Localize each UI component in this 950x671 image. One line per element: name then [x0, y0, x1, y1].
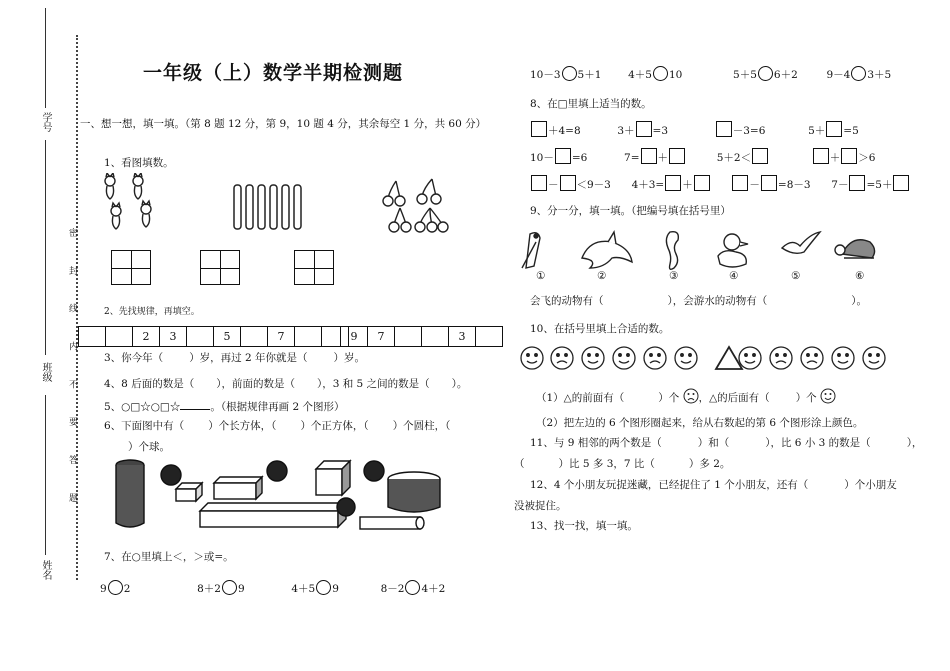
- smiley-icon: [739, 347, 761, 369]
- smiley-icon: [863, 347, 885, 369]
- answer-box[interactable]: [669, 148, 685, 164]
- answer-box[interactable]: [665, 175, 681, 191]
- cherry-picture: [382, 176, 452, 236]
- sequence-cell: 2: [133, 326, 160, 347]
- question-5: 5、○□☆○□☆ 。（根据规律再画 2 个图形）: [104, 401, 345, 413]
- smiley-icon: [820, 388, 836, 404]
- compare-circle[interactable]: [222, 580, 237, 595]
- binding-line: [45, 395, 46, 555]
- duck-icon: [718, 234, 748, 267]
- answer-box[interactable]: [636, 121, 652, 137]
- page-title: 一年级（上）数学半期检测题: [143, 62, 404, 84]
- question-2: 2、先找规律，再填空。: [104, 307, 200, 317]
- compare-circle[interactable]: [758, 66, 773, 81]
- answer-blank[interactable]: [180, 409, 210, 410]
- class-label: 班级: [40, 362, 51, 382]
- smiley-icon: [613, 347, 635, 369]
- sequence-cell[interactable]: [395, 326, 422, 347]
- animal-number: ④: [729, 270, 739, 282]
- question-7: 7、在○里填上＜，＞或=。: [104, 551, 234, 563]
- smiley-icon: [521, 347, 543, 369]
- question-10-1: （1）△的前面有（ ）个 ，△的后面有（ ）个: [536, 388, 836, 405]
- turtle-icon: [835, 240, 875, 258]
- sad-face-icon: [551, 347, 573, 369]
- answer-box[interactable]: [761, 175, 777, 191]
- smiley-icon: [675, 347, 697, 369]
- animal-number: ⑤: [791, 270, 801, 282]
- question-10-2: （2）把左边的 6 个图形圈起来，给从右数起的第 6 个图形涂上颜色。: [536, 417, 864, 429]
- answer-box[interactable]: [732, 175, 748, 191]
- smiley-icon: [832, 347, 854, 369]
- question-8: 8、在□里填上适当的数。: [530, 98, 652, 110]
- cat-picture: [100, 173, 170, 235]
- solids-picture: [110, 455, 445, 535]
- compare-row: 10－3 5＋1 4＋5 10 5＋5 6＋2 9－4 3＋5: [530, 66, 891, 82]
- answer-box[interactable]: [555, 148, 571, 164]
- answer-box[interactable]: [841, 148, 857, 164]
- fill-box-row: － ＜9－3 4＋3= ＋ － =8－3 7－ =5＋: [530, 175, 910, 192]
- student-id-label: 学号: [40, 112, 51, 132]
- question-11-cont: （ ）比 5 多 3，7 比（ ）多 2。: [514, 458, 731, 470]
- answer-box[interactable]: [826, 121, 842, 137]
- faces-row: [518, 344, 893, 372]
- compare-circle[interactable]: [562, 66, 577, 81]
- sequence-cell[interactable]: [241, 326, 268, 347]
- animal-number: ①: [536, 270, 546, 282]
- answer-box[interactable]: [531, 121, 547, 137]
- question-13: 13、找一找，填一填。: [530, 520, 638, 532]
- fill-box-row: ＋4=8 3＋ =3 －3=6 5＋ =5: [530, 121, 859, 138]
- answer-box[interactable]: [893, 175, 909, 191]
- parrot-icon: [522, 233, 540, 268]
- sequence-cell[interactable]: [422, 326, 449, 347]
- question-9: 9、分一分，填一填。（把编号填在括号里）: [530, 205, 731, 217]
- sequence-cell[interactable]: [187, 326, 214, 347]
- question-12: 12、4 个小朋友玩捉迷藏，已经捉住了 1 个小朋友，还有（ ）个小朋友: [530, 479, 897, 491]
- compare-circle[interactable]: [653, 66, 668, 81]
- number-sequence-1: [78, 326, 349, 347]
- answer-grid[interactable]: [200, 250, 240, 285]
- answer-box[interactable]: [641, 148, 657, 164]
- sequence-cell[interactable]: [78, 326, 106, 347]
- answer-box[interactable]: [531, 175, 547, 191]
- sequence-cell: 7: [368, 326, 395, 347]
- sequence-cell: 3: [449, 326, 476, 347]
- compare-circle[interactable]: [405, 580, 420, 595]
- question-9-fill: 会飞的动物有（ ），会游水的动物有（ ）。: [530, 295, 867, 307]
- animal-number: ②: [597, 270, 607, 282]
- question-1: 1、看图填数。: [104, 157, 174, 169]
- compare-row: 9 2 8＋2 9 4＋5 9 8－2 4＋2: [100, 580, 445, 596]
- sad-face-icon: [770, 347, 792, 369]
- answer-grid[interactable]: [294, 250, 334, 285]
- animal-number: ⑥: [855, 270, 865, 282]
- question-12-cont: 没被捉住。: [514, 500, 567, 512]
- binding-line: [45, 140, 46, 355]
- answer-grid[interactable]: [111, 250, 151, 285]
- answer-box[interactable]: [694, 175, 710, 191]
- sad-face-icon: [801, 347, 823, 369]
- dolphin-icon: [582, 232, 632, 268]
- animal-number: ③: [669, 270, 679, 282]
- sequence-cell: 5: [214, 326, 241, 347]
- seal-text: 密 封 线 内 不 要 答 题: [67, 228, 77, 516]
- sticks-picture: [232, 183, 312, 231]
- smiley-icon: [582, 347, 604, 369]
- sad-face-icon: [683, 388, 699, 404]
- question-4: 4、8 后面的数是（ ），前面的数是（ ），3 和 5 之间的数是（ ）。: [104, 378, 468, 390]
- sequence-cell: 3: [160, 326, 187, 347]
- sequence-cell: 9: [340, 326, 368, 347]
- sequence-cell: 7: [268, 326, 295, 347]
- animal-numbers: [536, 270, 864, 282]
- answer-box[interactable]: [560, 175, 576, 191]
- seahorse-icon: [666, 232, 678, 270]
- answer-box[interactable]: [813, 148, 829, 164]
- compare-circle[interactable]: [108, 580, 123, 595]
- sad-face-icon: [644, 347, 666, 369]
- triangle-icon: [716, 347, 742, 369]
- question-3: 3、你今年（ ）岁，再过 2 年你就是（ ）岁。: [104, 352, 366, 364]
- answer-box[interactable]: [752, 148, 768, 164]
- compare-circle[interactable]: [851, 66, 866, 81]
- number-sequence-2: [340, 326, 503, 347]
- binding-line: [45, 8, 46, 108]
- question-10: 10、在括号里填上合适的数。: [530, 323, 670, 335]
- sequence-cell[interactable]: [295, 326, 322, 347]
- section-heading: 一、想一想，填一填。（第 8 题 12 分，第 9，10 题 4 分，其余每空 1 分，共 60 分）: [80, 118, 487, 130]
- bird-icon: [782, 232, 820, 253]
- name-label: 姓名: [40, 560, 51, 580]
- sequence-cell[interactable]: [476, 326, 503, 347]
- answer-box[interactable]: [716, 121, 732, 137]
- question-6: 6、下面图中有（ ）个长方体，（ ）个正方体，（ ）个圆柱，（）个球。: [104, 420, 451, 453]
- answer-box[interactable]: [849, 175, 865, 191]
- fill-box-row: 10－ =6 7= ＋ 5＋2＜ ＋ ＞6: [530, 148, 875, 165]
- compare-circle[interactable]: [316, 580, 331, 595]
- sequence-cell[interactable]: [106, 326, 133, 347]
- question-11: 11、与 9 相邻的两个数是（ ）和（ ），比 6 小 3 的数是（ ），: [530, 437, 923, 449]
